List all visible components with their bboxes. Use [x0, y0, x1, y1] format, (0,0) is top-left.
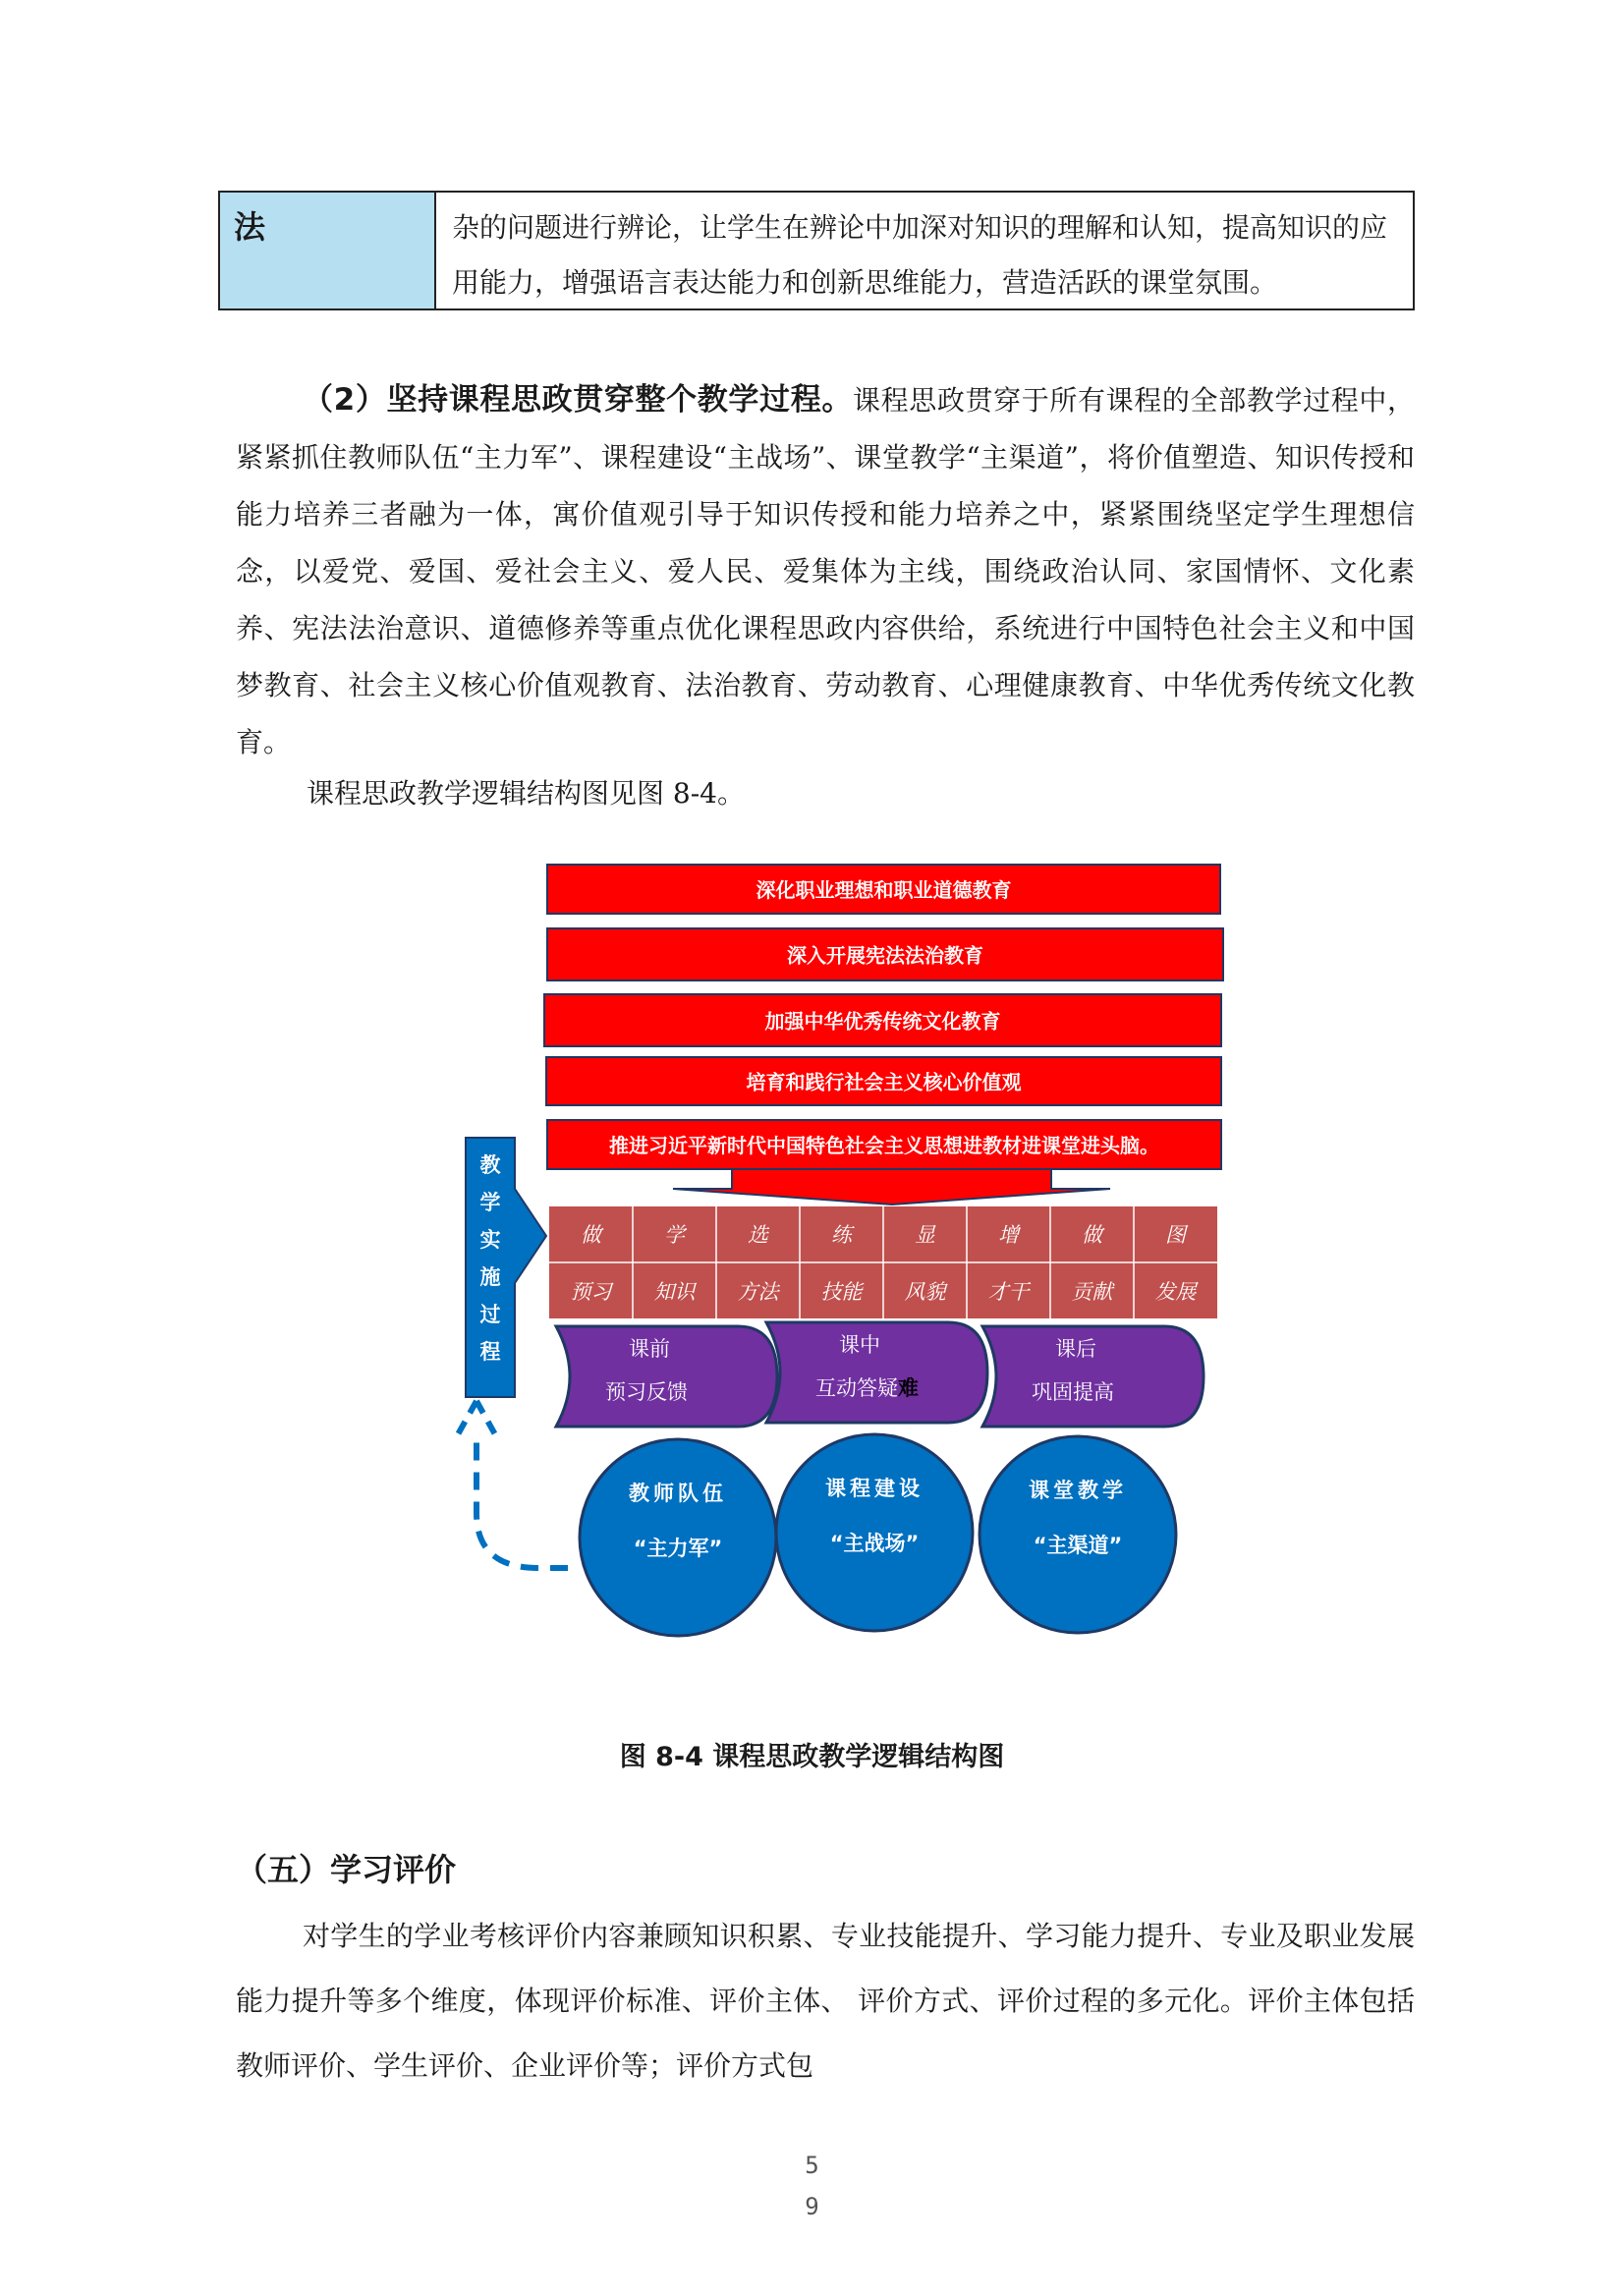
side-label-char: 程	[479, 1340, 501, 1364]
grid-cell-top: 做	[1082, 1223, 1102, 1247]
figure-caption: 图 8-4 课程思政教学逻辑结构图	[619, 1742, 1005, 1772]
circle-sub: “主力军”	[633, 1537, 723, 1560]
grid-cell-bottom: 方法	[737, 1280, 779, 1304]
dashed-arrow-head	[457, 1401, 496, 1436]
grid-cell-bottom: 预习	[570, 1280, 612, 1304]
circle-title: 课程建设	[825, 1477, 924, 1500]
grid-cell-bottom: 发展	[1154, 1280, 1197, 1304]
side-label-char: 实	[479, 1228, 501, 1252]
red-bar-label-1: 深化职业理想和职业道德教育	[756, 878, 1012, 902]
stage-desc-text: 巩固提高	[1032, 1380, 1114, 1404]
circle-sub: “主渠道”	[1033, 1534, 1123, 1557]
grid-cell-top: 学	[664, 1223, 685, 1247]
grid-cell-top: 练	[831, 1223, 852, 1247]
figure-reference: 课程思政教学逻辑结构图见图 8-4。	[307, 777, 745, 810]
grid-cell-top: 选	[748, 1223, 768, 1247]
page-number-line-2: 9	[805, 2193, 819, 2220]
circle-title: 课堂教学	[1029, 1479, 1127, 1502]
side-label-char: 施	[479, 1265, 501, 1289]
grid-cell-bottom: 风貌	[904, 1280, 946, 1304]
side-label-char: 教	[479, 1153, 501, 1177]
table-head-cell: 法	[220, 193, 436, 308]
stage-desc-text: 预习反馈	[605, 1380, 688, 1404]
stage-title: 课中	[839, 1333, 880, 1357]
side-label-char: 过	[479, 1303, 501, 1326]
red-bar-label-3: 加强中华优秀传统文化教育	[764, 1009, 1001, 1034]
stage-desc-suffix: 难	[898, 1376, 919, 1400]
paragraph-evaluation: 对学生的学业考核评价内容兼顾知识积累、专业技能提升、学习能力提升、专业及职业发展能力提升等多个维度，体现评价标准、评价主体、 评价方式、评价过程的多元化。评价主体包括教师评价、学生评价、企业评价等；评价方式包	[236, 1920, 1415, 2082]
stage-desc	[605, 1380, 688, 1404]
red-bar-label-4: 培育和践行社会主义核心价值观	[746, 1070, 1022, 1094]
red-bars	[544, 865, 1223, 1169]
stage-title: 课前	[629, 1337, 670, 1361]
red-bar-label-2: 深入开展宪法法治教育	[787, 943, 983, 968]
circle-title: 教师队伍	[629, 1482, 727, 1505]
stage-title: 课后	[1055, 1337, 1096, 1361]
page-number-line-1: 5	[805, 2152, 819, 2179]
grid-cell-top: 增	[998, 1223, 1019, 1247]
red-bar-label-5: 推进习近平新时代中国特色社会主义思想进教材进课堂进头脑。	[609, 1134, 1159, 1157]
side-label-char: 学	[479, 1191, 501, 1214]
paragraph-text: 课程思政贯穿于所有课程的全部教学过程中，紧紧抓住教师队伍“主力军”、课程建设“主战场”、课堂教学“主渠道”，将价值塑造、知识传授和能力培养三者融为一体，寓价值观引导于知识传授和能力培养之中，紧紧围绕坚定学生理想信念，以爱党、爱国、爱社会主义、爱人民、爱集体为主线，围绕政治认同、家国情怀、文化素养、宪法法治意识、道德修养等重点优化课程思政内容供给，系统进行中国特色社会主义和中国梦教育、社会主义核心价值观教育、法治教育、劳动教育、心理健康教育、中华优秀传统文化教育。	[236, 384, 1415, 758]
stage-tabs	[556, 1322, 1204, 1427]
grid-cell-bottom: 贡献	[1071, 1280, 1113, 1304]
grid-cell-top: 图	[1165, 1223, 1186, 1247]
stage-desc	[815, 1376, 919, 1400]
paragraph-lead: （2）坚持课程思政贯穿整个教学过程。	[303, 382, 853, 418]
down-arrow	[673, 1169, 1110, 1204]
side-arrow	[466, 1138, 546, 1397]
grid-cell-top: 显	[915, 1223, 935, 1247]
dashed-return-arrow	[476, 1434, 568, 1568]
table-body-cell: 杂的问题进行辨论，让学生在辨论中加深对知识的理解和认知，提高知识的应用能力，增强语言表达能力和创新思维能力，营造活跃的课堂氛围。	[452, 211, 1388, 299]
stage-desc-text: 互动答疑	[815, 1376, 898, 1400]
grid-cell-bottom: 才干	[987, 1280, 1030, 1304]
circle-sub: “主战场”	[829, 1532, 920, 1555]
stage-desc	[1032, 1380, 1114, 1404]
grid-cell-top: 做	[581, 1223, 601, 1247]
support-circles	[580, 1434, 1176, 1636]
value-grid	[549, 1206, 1217, 1318]
grid-cell-bottom: 技能	[820, 1280, 863, 1304]
section-title: （五）学习评价	[236, 1851, 457, 1888]
grid-cell-bottom: 知识	[653, 1280, 696, 1304]
